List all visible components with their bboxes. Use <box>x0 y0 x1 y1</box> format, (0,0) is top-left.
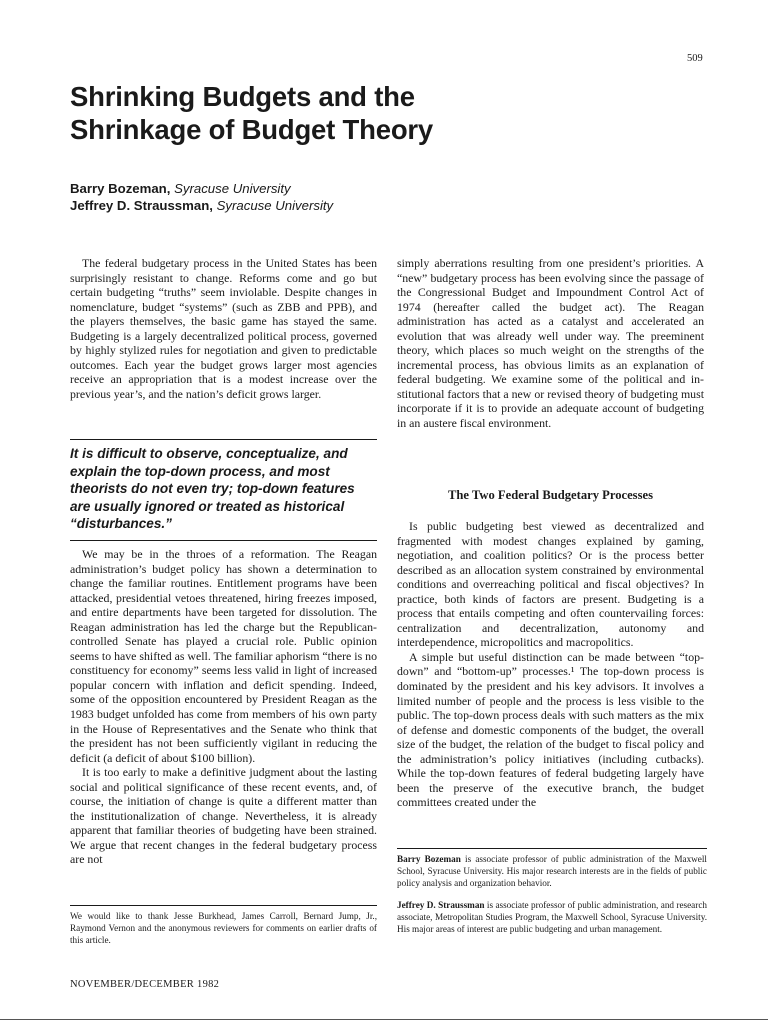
author-list <box>70 180 333 214</box>
body-paragraph: simply aberrations resulting from one president’s priorities. A “new” budgetary process has been evolving since the passage of the Congressional Budget and Impoundment Control Act of 1974 (hereafter called the budget act). The Reagan administration has acted as a catalyst and accelerated an evolution that was already well under way. The preeminent theory, which places so much weight on the strengths of the incremental process, has obvious limits as an explanation of federal budgeting. We examine some of the political and institutional factors that a new or revised theory of budgeting must incorporate if it is to provide an adequate account of budgeting in an austere fiscal environment. <box>397 256 704 431</box>
bio-text: is associate professor of public administration of the Maxwell School, Syracuse University. His major research interests are in the fields of public policy analysis and organization behavior. <box>397 854 707 889</box>
author-affiliation: Syracuse University <box>174 181 291 196</box>
article-title <box>70 80 590 146</box>
right-column-bottom <box>397 519 704 810</box>
pull-quote <box>70 439 377 541</box>
issue-date: NOVEMBER/DECEMBER 1982 <box>70 979 220 990</box>
right-column-top <box>397 256 704 431</box>
footnote-divider <box>70 905 377 906</box>
section-heading: The Two Federal Budgetary Processes <box>448 488 653 502</box>
left-column-bottom <box>70 547 377 867</box>
body-paragraph: Is public budgeting best viewed as decentralized and fragmented with modest changes explained by gaming, negotiation, and coalition politics? Or is the process better described as an allocation system constrained by environmental conditions and overreaching political and fiscal objectives? In practice, both kinds of factors are present. Budgeting is a process that entails competing and often countervailing forces: centralization and decentralization, autonomy and interdependence, micropolitics and macropolitics. <box>397 519 704 650</box>
title-line-2: Shrinkage of Budget Theory <box>70 114 434 145</box>
author-name: Barry Bozeman, <box>70 181 171 196</box>
title-line-1: Shrinking Budgets and the <box>70 81 415 112</box>
bio-name: Barry Bozeman <box>397 854 461 864</box>
bio-text: is associate professor of public administration, and research associate, Metropolitan Studies Program, the Maxwell School, Syracuse University. His major areas of interest are public budgeting and urban management. <box>397 900 707 935</box>
body-paragraph: A simple but useful distinction can be made between “top-down” and “bottom-up” processes.¹ The top-down process is dominated by the president and his key advisors. It involves a limited number of people and the process is less visible to the public. The top-down process deals with such matters as the mix of defense and domestic components of the budget, the overall size of the budget, the relation of the budget to fiscal policy and the administration’s policy initiatives (including cutbacks). While the top-down features of federal budgeting largely have been the preserve of the executive branch, the budget committees created under the <box>397 649 704 810</box>
author-bio-1 <box>397 853 707 890</box>
left-column-top <box>70 256 377 401</box>
author-affiliation: Syracuse University <box>216 198 334 213</box>
acknowledgement-footnote: We would like to thank Jesse Burkhead, James Carroll, Bernard Jump, Jr., Raymond Vernon and the anonymous reviewers for comments on earlier drafts of this article. <box>70 911 377 946</box>
page-bottom-rule <box>0 1019 768 1020</box>
author-bio-2 <box>397 899 707 936</box>
author-1 <box>70 180 333 197</box>
body-paragraph: It is too early to make a definitive judgment about the lasting social and political significance of these recent events, and, of course, the initiation of change is quite a different matter than the institutionalization of change. Nevertheless, it is already apparent that familiar theories of budgeting have been strained. We argue that recent changes in the federal budgetary process are not <box>70 765 377 867</box>
author-name: Jeffrey D. Straussman, <box>70 198 213 213</box>
bio-name: Jeffrey D. Straussman <box>397 900 485 910</box>
page-number: 509 <box>687 53 703 64</box>
author-2 <box>70 197 333 214</box>
body-paragraph: We may be in the throes of a reformation. The Reagan administration’s budget policy has shown a determination to change the familiar routines. Entitlement programs have been attacked, presidential vetoes threatened, hiring freezes imposed, and entire departments have been targeted for dissolution. The Reagan administration has led the charge but the Republican-controlled Senate has played a crucial role. Public opinion seems to have shifted as well. The familiar aphorism “there is no constituency for economy” seems less valid in light of increased popular concern with inflation and deficit spending. Indeed, some of the opposition encountered by President Reagan as the 1983 budget unfolded has come from members of his own party in the House of Representatives and the Senate who think that the president has not been sufficiently vigilant in reducing the deficit (a deficit of about $100 billion). <box>70 547 377 765</box>
pull-quote-text: It is difficult to observe, conceptualize, and explain the top-down process, and most theorists do not even try; top-down features are usually ignored or treated as historical “disturbances.” <box>70 446 355 531</box>
bio-divider <box>397 848 707 849</box>
body-paragraph: The federal budgetary process in the United States has been surprisingly resistant to change. Reforms come and go but certain budgeting “truths” seem inviolable. Despite changes in nomenclature, budget “systems” (such as ZBB and PPB), and the players themselves, the basic game has stayed the same. Budgeting is a largely decentralized political process, governed by highly stylized rules for negotiation and given to predictable outcomes. Each year the budget grows larger most agencies receive an appropriation that is a modest increase over the previous year’s, and the nation’s deficit grows larger. <box>70 256 377 401</box>
